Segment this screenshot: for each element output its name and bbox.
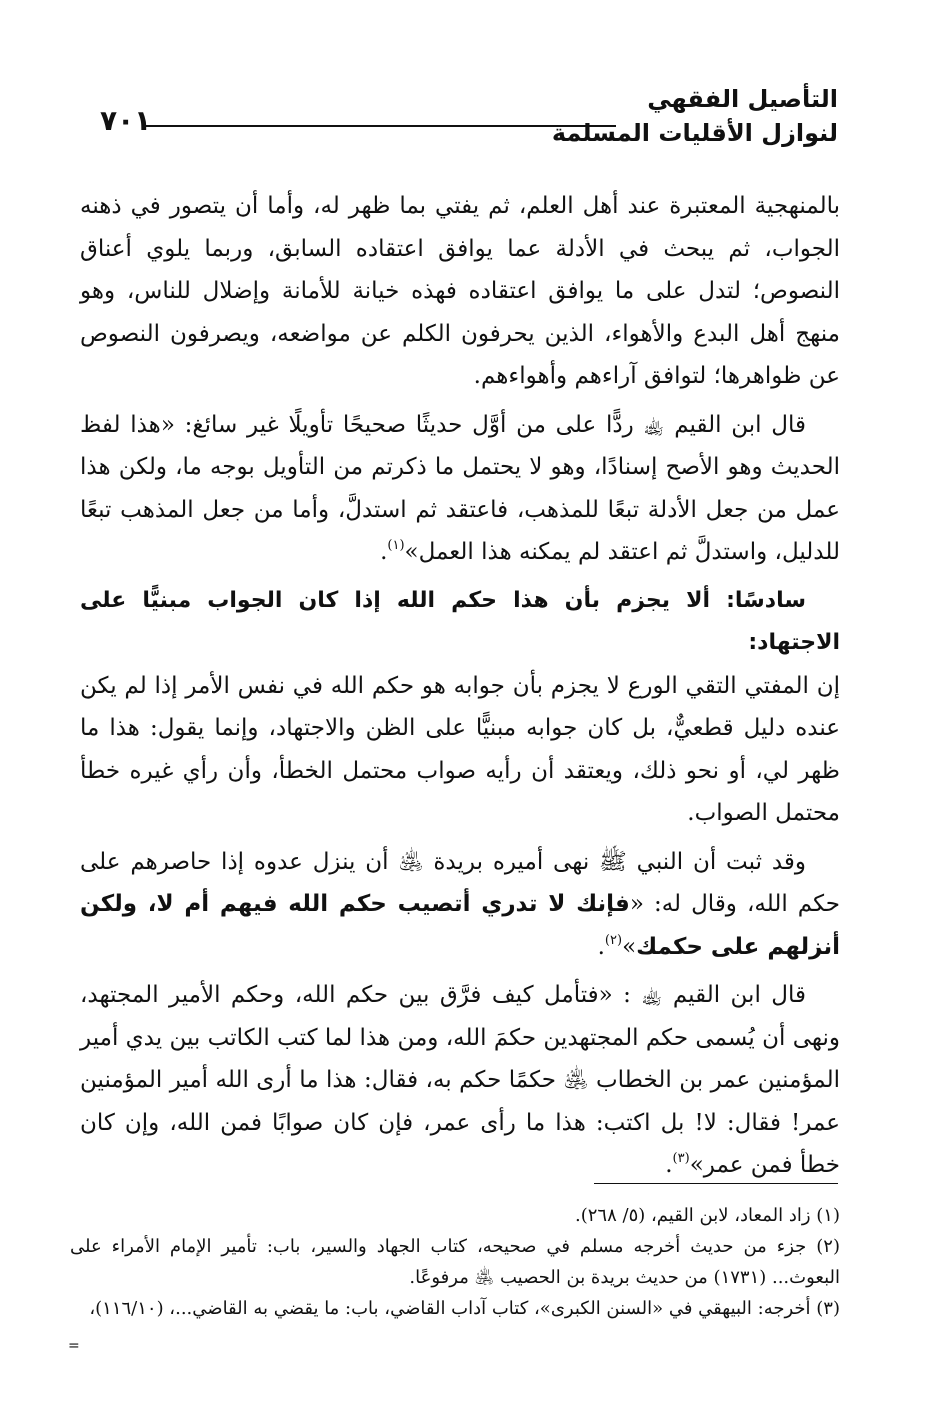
hadith-quote: فإنك لا تدري أتصيب حكم الله فيهم أم لا، ولكن أنزلهم على حكمك <box>80 891 840 960</box>
paragraph-1: بالمنهجية المعتبرة عند أهل العلم، ثم يفتي بما ظهر له، وأما أن يتصور في ذهنه الجواب، ثم يبحث في الأدلة عما يوافق اعتقاده السابق، وربما يلوي أعناق النصوص؛ لتدل على ما يوافق اعتقاده فهذه خيانة للأمانة وإضلال للناس، وهو منهج أهل البدع والأهواء، الذين يحرفون الكلم عن مواضعه، ويصرفون النصوص عن ظواهرها؛ لتوافق آراءهم وأهواءهم. <box>80 193 840 389</box>
paragraph-2 <box>80 404 840 574</box>
footnote-ref-2[interactable]: (٢) <box>604 932 623 948</box>
paragraph-5 <box>80 974 840 1187</box>
footnote-2: (٢) جزء من حديث أخرجه مسلم في صحيحه، كتاب الجهاد والسير، باب: تأمير الإمام الأمراء على البعوث... (١٧٣١) من حديث بريدة بن الحصيب ﵁ مرفوعًا. <box>70 1236 840 1288</box>
page-number: ٧٠١ <box>100 104 152 137</box>
page-header <box>100 82 838 162</box>
footnotes <box>70 1200 840 1324</box>
running-title-line-1: التأصيل الفقهي <box>647 85 838 113</box>
quote-close: » <box>622 933 637 960</box>
footnote-3: (٣) أخرجه: البيهقي في «السنن الكبرى»، كتاب آداب القاضي، باب: ما يقضي به القاضي...، (١١٦/١٠)، <box>89 1298 840 1319</box>
paragraph-5-text: قال ابن القيم ﵀ : «فتأمل كيف فرَّق بين حكم الله، وحكم الأمير المجتهد، ونهى أن يُسمى حكم المجتهدين حكمَ الله، ومن هذا لما كتب الكاتب بين يدي أمير المؤمنين عمر بن الخطاب ﵁ حكمًا حكم به، فقال: هذا ما أرى الله أمير المؤمنين عمر! فقال: لا! بل اكتب: هذا ما رأى عمر، فإن كان صوابًا فمن الله، وإن كان خطأ فمن عمر» <box>80 982 840 1178</box>
paragraph-4-text: وقد ثبت أن النبي ﷺ نهى أميره بريدة ﵁ أن ينزل عدوه إذا حاصرهم على حكم الله، وقال له: « <box>80 848 840 917</box>
paragraph-3: إن المفتي التقي الورع لا يجزم بأن جوابه هو حكم الله في نفس الأمر إذا لم يكن عنده دليل قطعيٌّ، بل كان جوابه مبنيًّا على الظن والاجتهاد، وإنما يقول: هذا ما ظهر لي، أو نحو ذلك، ويعتقد أن رأيه صواب محتمل الخطأ، وأن رأي غيره خطأ محتمل الصواب. <box>80 672 840 826</box>
paragraph-2-end: . <box>380 539 388 565</box>
paragraph-2-text: قال ابن القيم ﵀ ردًّا على من أوَّل حديثًا صحيحًا تأويلًا غير سائغ: «هذا لفظ الحديث وهو الأصح إسنادًا، وهو لا يحتمل ما ذكرتم من التأويل بوجه ما، ولكن هذا عمل من جعل الأدلة تبعًا للمذهب، فاعتقد ثم استدلَّ، وأما من جعل المذهب تبعًا للدليل، واستدلَّ ثم اعتقد لم يمكنه هذا العمل» <box>80 411 840 565</box>
footnote-ref-1[interactable]: (١) <box>387 538 405 553</box>
header-rule <box>142 125 616 127</box>
footnote-separator <box>594 1183 838 1184</box>
paragraph-4 <box>80 841 840 969</box>
running-title-line-2: لنوازل الأقليات المسلمة <box>551 119 838 147</box>
footnote-1: (١) زاد المعاد، لابن القيم، (٥/ ٢٦٨). <box>575 1205 840 1226</box>
main-text <box>80 185 840 1187</box>
footnote-ref-3[interactable]: (٣) <box>672 1151 690 1166</box>
running-title <box>552 82 838 150</box>
paragraph-5-end: . <box>665 1152 673 1178</box>
footnote-continuation-mark: = <box>68 1338 80 1354</box>
section-heading: سادسًا: ألا يجزم بأن هذا حكم الله إذا كان الجواب مبنيًّا على الاجتهاد: <box>80 587 840 655</box>
paragraph-4-end: . <box>597 933 605 960</box>
